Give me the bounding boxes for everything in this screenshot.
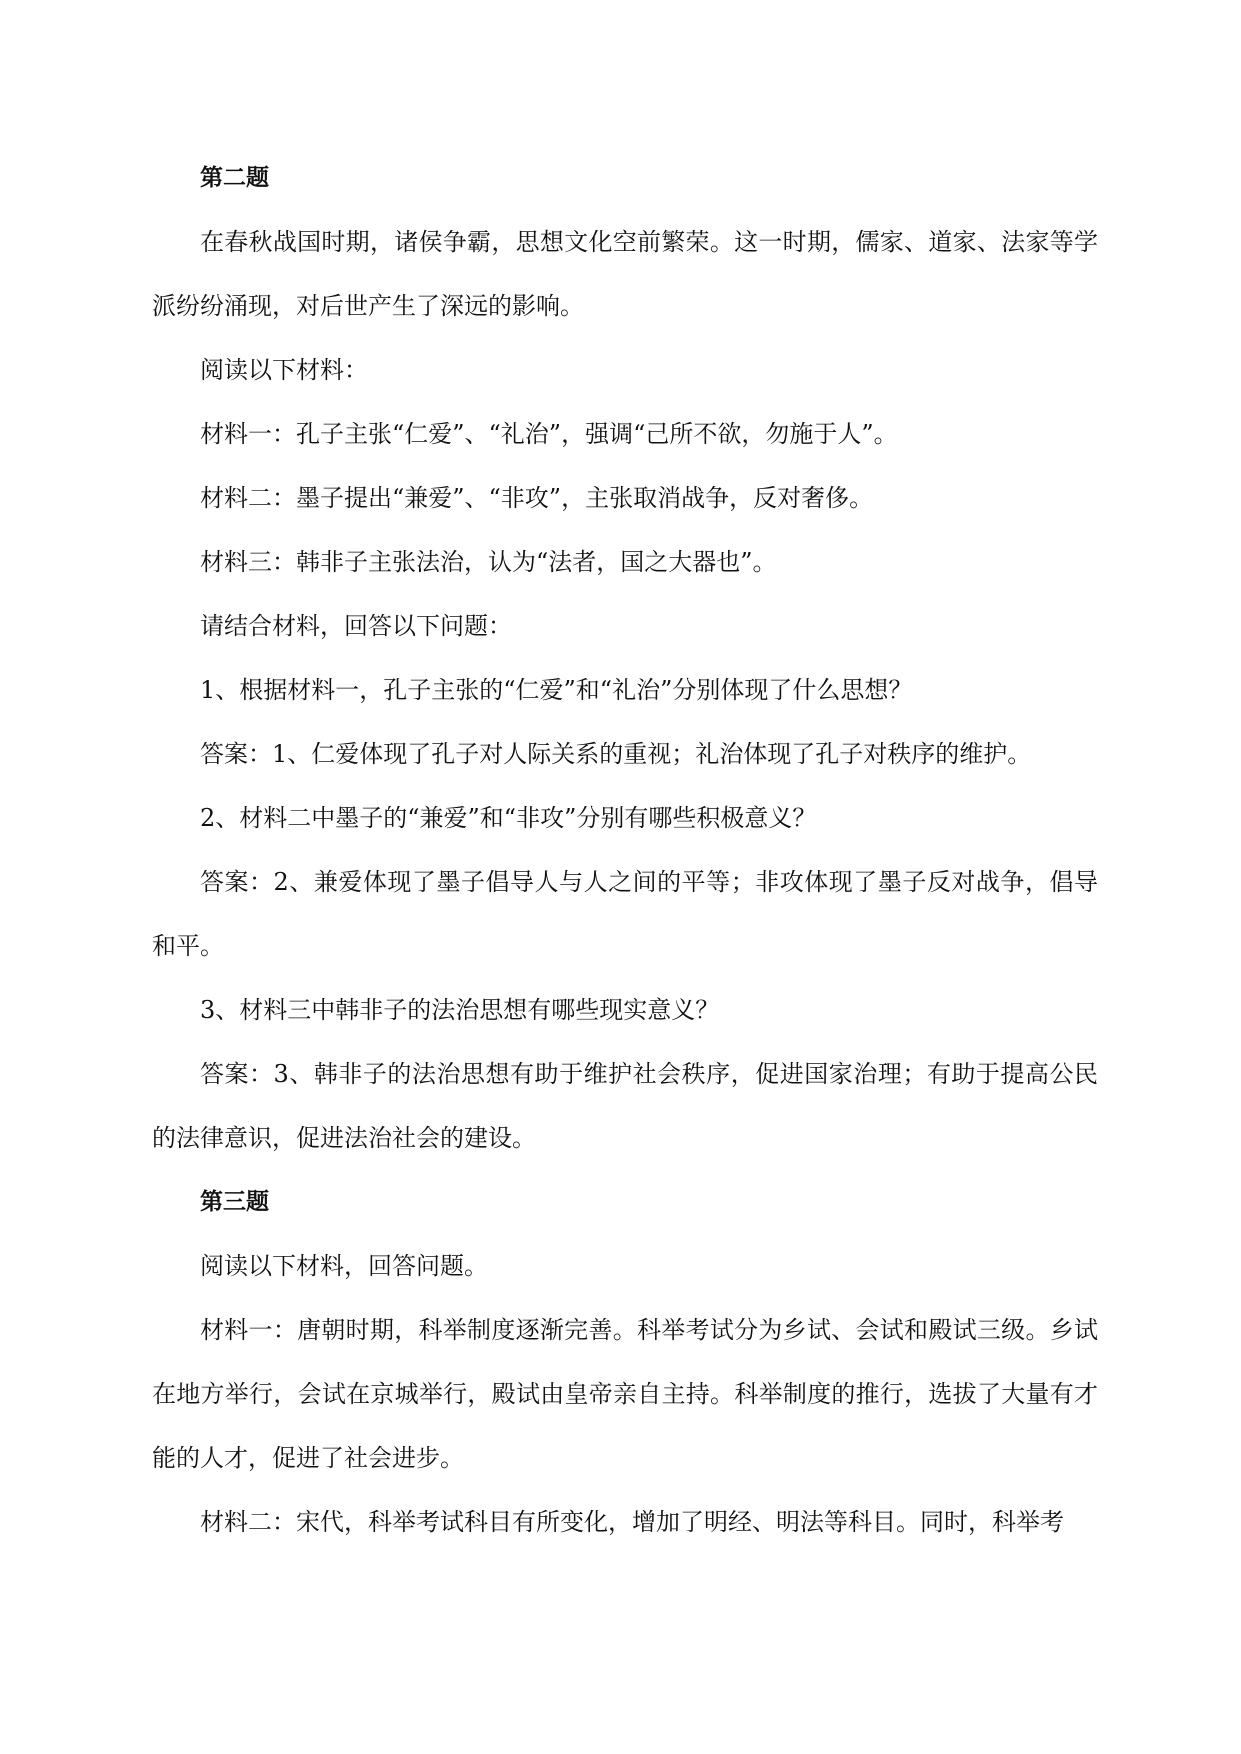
section-2-question-2: 2、材料二中墨子的“兼爱”和“非攻”分别有哪些积极意义？ xyxy=(200,804,817,832)
section-2-answer-1: 答案：1、仁爱体现了孔子对人际关系的重视；礼治体现了孔子对秩序的维护。 xyxy=(200,740,1032,768)
section-2-heading: 第二题 xyxy=(200,165,269,191)
section-2-material-2: 材料二：墨子提出“兼爱”、“非攻”，主张取消战争，反对奢侈。 xyxy=(200,484,874,512)
document-body xyxy=(152,146,1098,1554)
section-2-read-prompt: 阅读以下材料： xyxy=(200,356,368,384)
section-3-heading: 第三题 xyxy=(200,1189,269,1215)
section-2-question-prompt: 请结合材料，回答以下问题： xyxy=(200,612,512,640)
section-2-material-1: 材料一：孔子主张“仁爱”、“礼治”，强调“己所不欲，勿施于人”。 xyxy=(200,420,898,448)
section-2-question-1: 1、根据材料一，孔子主张的“仁爱”和“礼治”分别体现了什么思想？ xyxy=(200,676,913,704)
section-2-answer-2: 答案：2、兼爱体现了墨子倡导人与人之间的平等；非攻体现了墨子反对战争，倡导和平。 xyxy=(152,868,1098,960)
section-2-material-3: 材料三：韩非子主张法治，认为“法者，国之大器也”。 xyxy=(200,548,777,576)
section-2-question-3: 3、材料三中韩非子的法治思想有哪些现实意义？ xyxy=(200,996,720,1024)
section-3-read-prompt: 阅读以下材料，回答问题。 xyxy=(200,1252,488,1280)
section-3-material-2: 材料二：宋代，科举考试科目有所变化，增加了明经、明法等科目。同时，科举考 xyxy=(200,1508,1064,1536)
section-2-intro: 在春秋战国时期，诸侯争霸，思想文化空前繁荣。这一时期，儒家、道家、法家等学派纷纷涌现，对后世产生了深远的影响。 xyxy=(152,228,1098,320)
section-2-answer-3: 答案：3、韩非子的法治思想有助于维护社会秩序，促进国家治理；有助于提高公民的法律意识，促进法治社会的建设。 xyxy=(152,1060,1098,1152)
section-3-material-1: 材料一：唐朝时期，科举制度逐渐完善。科举考试分为乡试、会试和殿试三级。乡试在地方举行，会试在京城举行，殿试由皇帝亲自主持。科举制度的推行，选拔了大量有才能的人才，促进了社会进步。 xyxy=(152,1316,1098,1472)
